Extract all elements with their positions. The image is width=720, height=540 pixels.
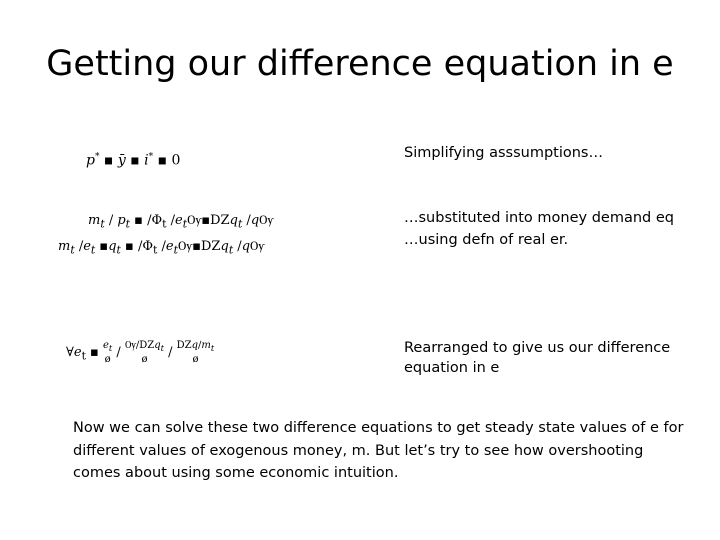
equation-assumptions: p* ▪ ȳ ▪ i* ▪ 0 [86,152,181,169]
note-substituted: …substituted into money demand eq [404,210,674,226]
page-title: Getting our difference equation in e [46,44,674,84]
note-using-defn: …using defn of real er. [404,232,569,248]
note-rearranged: Rearranged to give us our difference equation in e [404,340,671,376]
body-paragraph: Now we can solve these two difference equations to get steady state values of e for different values of exogenous money, m. But let’s try to see how overshooting comes about using some economic intuition. [73,420,684,481]
note-simplifying-assumptions: Simplifying asssumptions… [404,145,603,161]
equation-difference-e: $\forall e_t$ ▪ $e_t$ ø ∕ $Ѹ∕Ǳq_t$ ø ∕ $Ǳq∕m_t$ ø [66,340,215,365]
equation-money-demand: $m_t$ ∕ $p_t$ ▪ $∕\Phi_t$ $∕e_tѸ▪Ǳq_t$ ∕qѸ [88,213,274,231]
equation-real-exchange-rate: $m_t$ $∕e_t$ $▪q_t$ ▪ $∕\Phi_t$ $∕e_tѸ▪Ǳq_t$ ∕qѸ [58,239,265,257]
